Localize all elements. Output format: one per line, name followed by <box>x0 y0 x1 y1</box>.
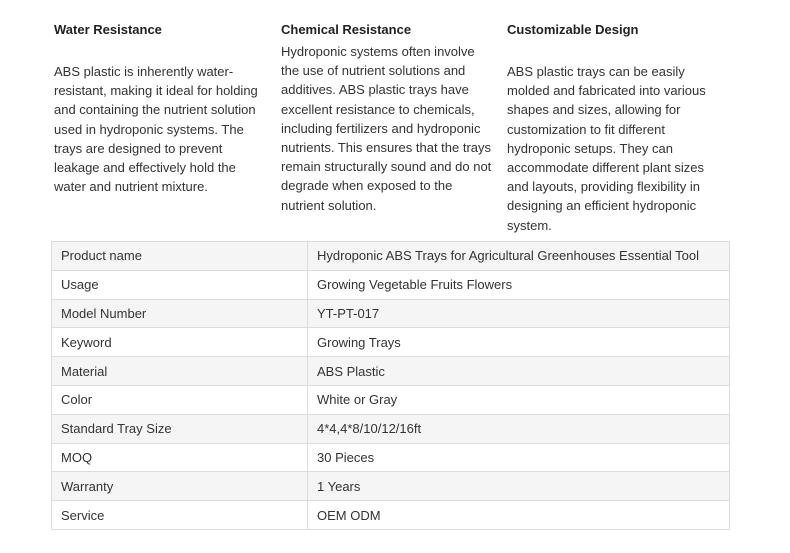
spec-label: Model Number <box>52 299 308 328</box>
spec-label: Service <box>52 501 308 530</box>
table-row <box>52 472 730 501</box>
spec-table <box>51 241 730 530</box>
spec-value: 1 Years <box>308 472 730 501</box>
spec-label: Keyword <box>52 328 308 357</box>
table-row <box>52 501 730 530</box>
spec-label: Warranty <box>52 472 308 501</box>
spec-value: 30 Pieces <box>308 443 730 472</box>
spec-label: Standard Tray Size <box>52 414 308 443</box>
feature-description: Hydroponic systems often involve the use of nutrient solutions and additives. ABS plastic trays have excellent resistance to chemicals, including fertilizers and hydroponic nutrients. This ensures that the trays remain structurally sound and do not degrade when exposed to the nutrient solution. <box>281 44 492 213</box>
spec-label: Material <box>52 357 308 386</box>
feature-water-resistance <box>54 20 269 196</box>
table-row <box>52 357 730 386</box>
spec-value: Growing Trays <box>308 328 730 357</box>
spec-label: Product name <box>52 242 308 271</box>
spec-value: OEM ODM <box>308 501 730 530</box>
spec-value: Growing Vegetable Fruits Flowers <box>308 270 730 299</box>
spec-value: 4*4,4*8/10/12/16ft <box>308 414 730 443</box>
feature-title: Chemical Resistance <box>281 22 412 37</box>
table-row <box>52 242 730 271</box>
feature-title: Customizable Design <box>507 22 639 37</box>
table-row <box>52 414 730 443</box>
table-row <box>52 385 730 414</box>
feature-description: ABS plastic trays can be easily molded and fabricated into various shapes and sizes, allowing for customization to fit different hydroponic setups. They can accommodate different plant sizes and layouts, providing flexibility in designing an efficient hydroponic system. <box>507 64 706 233</box>
feature-customizable-design <box>507 20 722 235</box>
spec-value: Hydroponic ABS Trays for Agricultural Greenhouses Essential Tool <box>308 242 730 271</box>
table-row <box>52 328 730 357</box>
feature-title: Water Resistance <box>54 22 162 37</box>
spec-value: ABS Plastic <box>308 357 730 386</box>
table-row <box>52 443 730 472</box>
table-row <box>52 270 730 299</box>
feature-description: ABS plastic is inherently water-resistant, making it ideal for holding and containing the nutrient solution used in hydroponic systems. The trays are designed to prevent leakage and effectively hold the water and nutrient mixture. <box>54 64 258 195</box>
spec-value: White or Gray <box>308 385 730 414</box>
spec-label: Usage <box>52 270 308 299</box>
spec-label: MOQ <box>52 443 308 472</box>
spec-label: Color <box>52 385 308 414</box>
feature-chemical-resistance <box>281 20 496 215</box>
table-row <box>52 299 730 328</box>
spec-value: YT-PT-017 <box>308 299 730 328</box>
